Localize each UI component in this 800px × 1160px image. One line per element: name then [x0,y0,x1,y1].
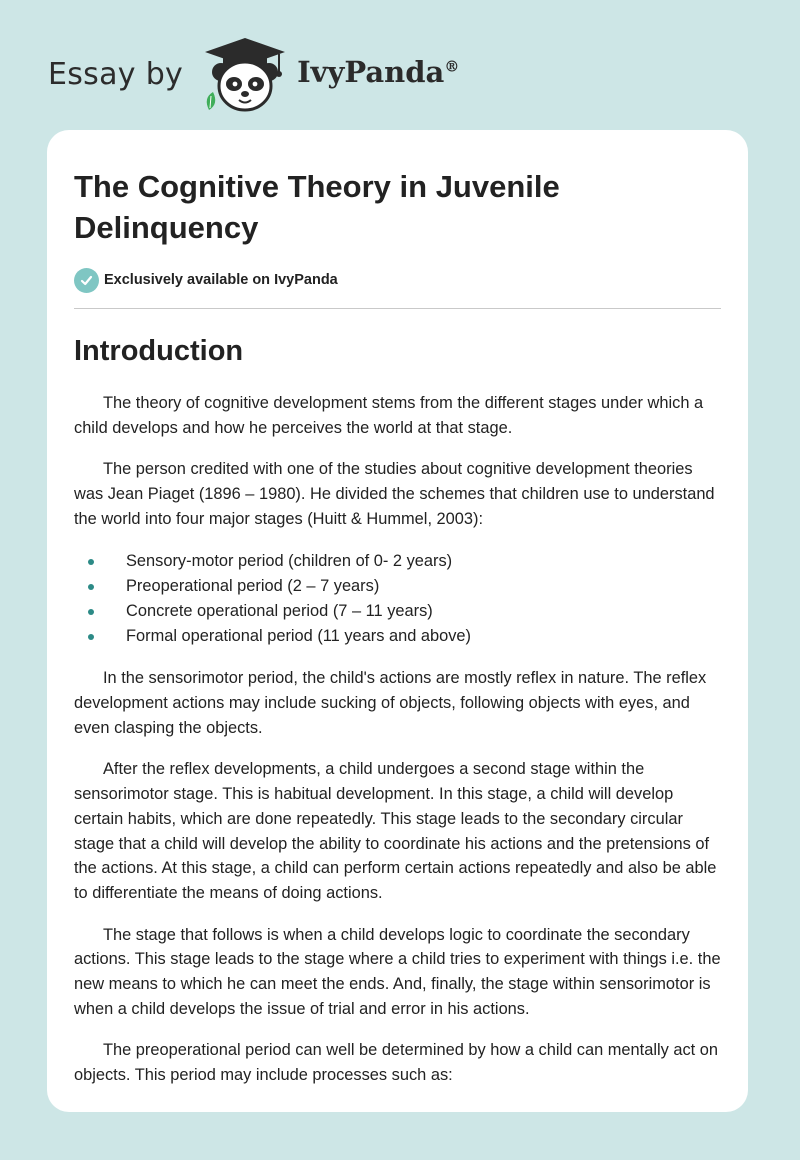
list-item [74,624,721,649]
bullet-icon [88,609,94,615]
brand-name [297,55,459,89]
list-item [74,599,721,624]
brand-label: IvyPanda [297,55,445,89]
essay-title: The Cognitive Theory in Juvenile Delinquency [74,169,560,245]
exclusive-badge [74,266,721,294]
list-item-text: Sensory-motor period (children of 0- 2 years) [126,551,453,570]
bullet-icon [88,584,94,590]
paragraph: After the reflex developments, a child undergoes a second stage within the sensorimotor stage. This is habitual development. In this stage, a child will develop certain habits, which are done repeatedly. This stage leads to the secondary circular stage that a child will develop the ability to coordinate his actions and the pretensions of the actions. At this stage, a child can perform certain actions repeatedly and also be able to differentiate the means of doing actions. [74,760,717,902]
paragraph: The person credited with one of the studies about cognitive development theories was Jean Piaget (1896 – 1980). He divided the schemes that children use to understand the world into four major stages (Huitt & Hummel, 2003): [74,460,715,528]
list-item-text: Preoperational period (2 – 7 years) [126,576,380,595]
essay-card [47,130,748,1112]
bullet-icon [88,634,94,640]
registered-mark: ® [444,57,460,76]
section-heading: Introduction [74,335,244,367]
panda-graduate-icon [199,34,291,114]
paragraph: The theory of cognitive development stems from the different stages under which a child develops and how he perceives the world at that stage. [74,394,704,437]
paragraph: The preoperational period can well be determined by how a child can mentally act on objects. This period may include processes such as: [74,1041,719,1085]
list-item-text: Formal operational period (11 years and above) [126,627,472,646]
divider [74,308,721,309]
essay-by-label: Essay by [48,56,184,92]
list-item [74,549,721,574]
paragraph: In the sensorimotor period, the child's actions are mostly reflex in nature. The reflex development actions may include sucking of objects, following objects with eyes, and even clasping the objects. [74,669,707,737]
exclusive-label: Exclusively available on IvyPanda [104,272,338,288]
check-icon [74,268,99,293]
list-item-text: Concrete operational period (7 – 11 years) [126,601,433,620]
bullet-icon [88,559,94,565]
stages-list [74,549,721,650]
paragraph: The stage that follows is when a child develops logic to coordinate the secondary actions. This stage leads to the stage where a child tries to experiment with things i.e. the new means to which he can meet the ends. And, finally, the stage within sensorimotor is when a child develops the issue of trial and error in his actions. [74,925,721,1018]
site-header [48,34,459,114]
list-item [74,574,721,599]
